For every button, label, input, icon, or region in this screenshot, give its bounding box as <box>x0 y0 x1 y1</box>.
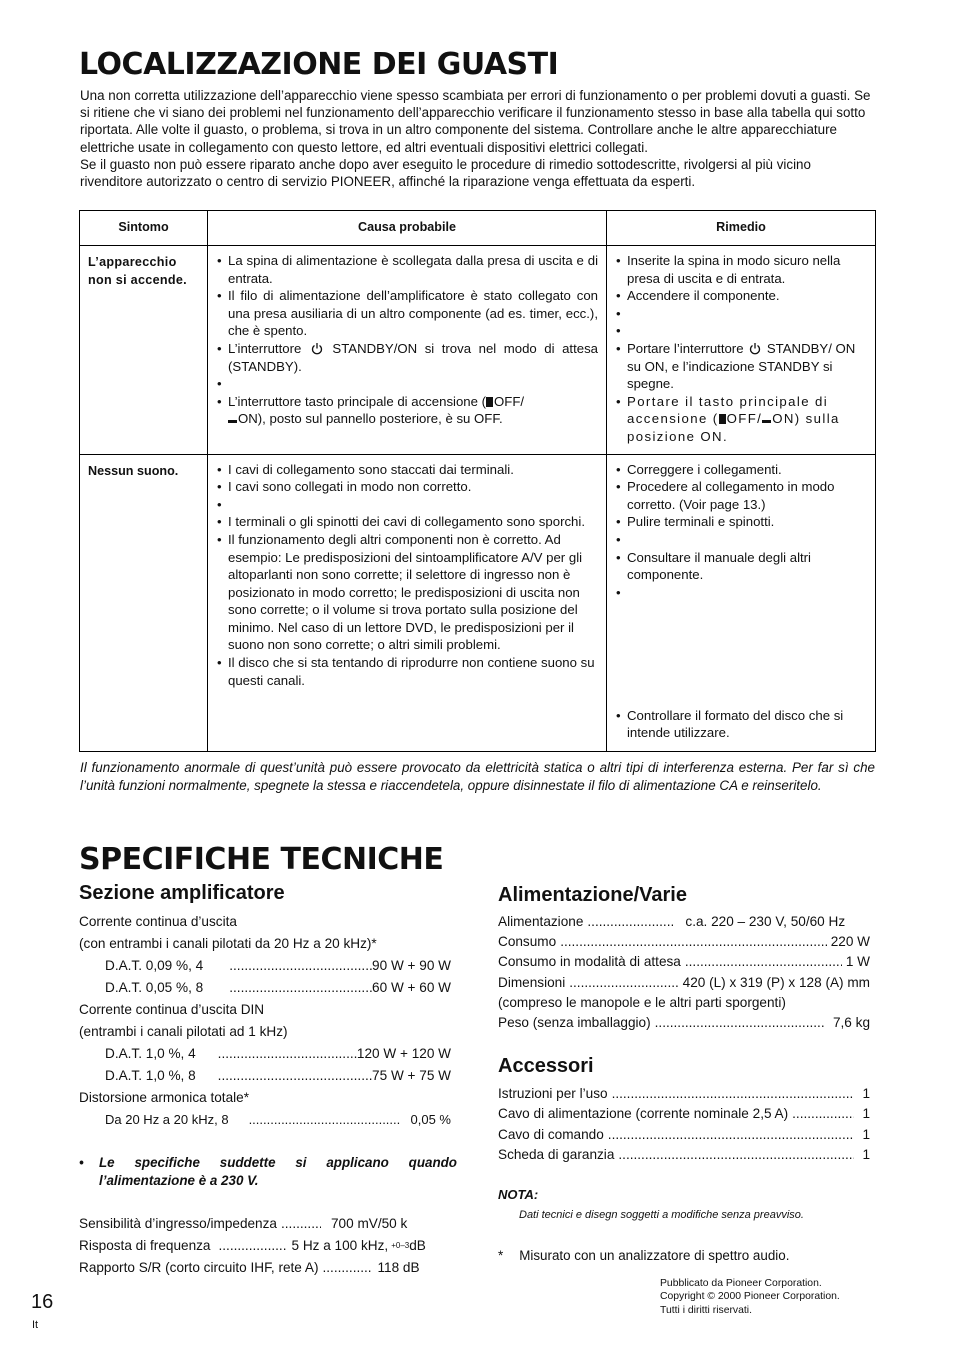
list-item: • Pulire terminali e spinotti. <box>616 513 867 531</box>
spacer <box>616 322 867 340</box>
remedy-cell <box>607 246 876 455</box>
page-number: 16 <box>31 1291 54 1313</box>
spec-row <box>498 1013 870 1033</box>
spacer <box>217 496 598 514</box>
spec-row <box>79 1213 451 1235</box>
spec-label: Scheda di garanzia <box>498 1147 615 1163</box>
spec-value: 7,6 kg <box>832 1015 870 1031</box>
spec-label: Consumo <box>498 934 557 950</box>
spec-value: 420 (L) x 319 (P) x 128 (A) mm <box>682 974 870 990</box>
spec-row <box>498 973 870 993</box>
spec-value: 5 Hz a 100 kHz, <box>291 1238 389 1253</box>
note-text: Le specifiche suddette si applicano quando l’alimentazione è a 230 V. <box>99 1155 457 1188</box>
spec-label: Da 20 Hz a 20 kHz, 8 <box>105 1112 229 1127</box>
publisher-line: Tutti i diritti riservati. <box>660 1304 752 1316</box>
spacer <box>616 531 867 549</box>
spec-label: D.A.T. 0,05 %, 8 <box>105 980 204 995</box>
amp-specs-extra <box>79 1213 451 1279</box>
spec-label: D.A.T. 0,09 %, 4 <box>105 958 204 973</box>
accessories-list <box>498 1084 870 1166</box>
list-item: • Il filo di alimentazione dell’amplificatore è stato collegato con una presa ausiliaria di un altro componente (ad es. timer, ecc.), che è spento. <box>217 287 598 340</box>
spec-value: 1 <box>862 1147 870 1163</box>
spec-value: 1 <box>862 1126 870 1142</box>
nota-title: NOTA: <box>498 1187 539 1202</box>
list-item <box>79 1154 457 1189</box>
list-item: • I terminali o gli spinotti dei cavi di collegamento sono sporchi. <box>217 513 598 531</box>
remedy-text: OFF/ <box>726 411 763 427</box>
spec-row <box>79 977 451 999</box>
spec-line: (entrambi i canali pilotati ad 1 kHz) <box>79 1024 288 1039</box>
spec-label: Cavo di alimentazione (corrente nominale 2,5 A) <box>498 1106 789 1122</box>
spec-label: Alimentazione <box>498 914 584 929</box>
bullet-mark: • <box>79 1155 84 1170</box>
spacer <box>217 375 598 393</box>
list-item: • Inserite la spina in modo sicuro nella presa di uscita e di entrata. <box>616 252 867 287</box>
spec-label: Rapporto S/R (corto circuito IHF, rete A) <box>79 1260 319 1275</box>
nota-text: Dati tecnici e disegn soggetti a modifiche senza preavviso. <box>519 1209 804 1221</box>
power-icon <box>749 342 761 355</box>
spec-row <box>498 1084 870 1104</box>
list-item: • La spina di alimentazione è scollegata dalla presa di uscita e di entrata. <box>217 252 598 287</box>
spec-line: (con entrambi i canali pilotati da 20 Hz a 20 kHz)* <box>79 936 377 951</box>
specs-title: SPECIFICHE TECNICHE <box>79 842 444 877</box>
spec-row <box>79 955 451 977</box>
spec-row <box>498 1125 870 1145</box>
spec-row <box>498 952 870 972</box>
intro-text <box>80 87 874 190</box>
list-item: • Consultare il manuale degli altri componente. <box>616 549 867 584</box>
amp-section-title: Sezione amplificatore <box>79 882 285 904</box>
spec-value: 120 W + 120 W <box>356 1046 451 1061</box>
symptom-cell: L’apparecchio non si accende. <box>80 246 208 455</box>
spec-label: Risposta di frequenza <box>79 1238 211 1253</box>
spec-value: 0,05 % <box>410 1112 451 1127</box>
power-icon <box>311 342 323 355</box>
spec-label: D.A.T. 1,0 %, 8 <box>105 1068 196 1083</box>
spec-label: Cavo di comando <box>498 1126 604 1142</box>
spec-value: 1 W <box>845 954 870 970</box>
cause-cell <box>208 246 607 455</box>
spec-value: 75 W + 75 W <box>372 1068 451 1083</box>
list-item: • Il funzionamento degli altri componenti non è corretto. Ad esempio: Le predisposizioni del sintoamplificatore A/V per gli altoparlanti non sono corrette; il selettore di ingresso non è posizionato in modo corretto; le predisposizioni di uscita non sono corrette; o il volume si trova portato sulla posizione del minimo. Nel caso di un lettore DVD, le predisposizioni per il suono non sono corrette; o altri simili problemi. <box>217 531 598 654</box>
accessories-section-title: Accessori <box>498 1055 594 1077</box>
table-row <box>80 246 876 455</box>
spec-value: 1 <box>862 1086 870 1101</box>
cause-cell <box>208 454 607 751</box>
spec-line: Distorsione armonica totale* <box>79 1090 250 1105</box>
spec-row <box>79 1109 451 1131</box>
spec-value: 90 W + 90 W <box>372 958 451 973</box>
power-specs <box>498 912 870 1033</box>
spacer <box>616 584 867 707</box>
spacer <box>616 305 867 323</box>
spec-line: (compreso le manopole e le altri parti sporgenti) <box>498 994 786 1010</box>
remedy-text: STANDBY/ ON su ON, e l’indicazione STANDBY si spegne. <box>627 340 856 392</box>
remedy-text: Portare il tasto principale di accensione ( <box>627 393 829 427</box>
button-released-icon <box>762 420 771 423</box>
remedy-text: Portare l’interruttore <box>627 340 744 356</box>
button-pressed-icon <box>719 414 726 424</box>
spec-row <box>498 912 870 932</box>
intro-paragraph-1: Una non corretta utilizzazione dell’apparecchio viene spesso scambiata per errori di funzionamento o per problemi dovuti a guasti. Se si ritiene che vi siano dei problemi nel funzionamento dell’apparecchio verificare il funzionamento stesso in base alla tabella qui sotto riportata. Alle volte il guasto, o problema, si trova in un altro componente del sistema. Controllare anche le altre apparecchiature elettriche usate in collegamento con questo lettore, ed altri eventuali dispositivi elettrici collegati. <box>80 88 871 155</box>
spec-value: 700 mV/50 k <box>330 1216 408 1231</box>
list-item <box>217 340 598 375</box>
list-item: • I cavi sono collegati in modo non corretto. <box>217 478 598 496</box>
spec-sup: +0 <box>391 1241 401 1250</box>
list-item <box>217 393 598 428</box>
spec-row <box>79 1257 451 1279</box>
button-pressed-icon <box>486 397 493 407</box>
cause-text: L’interruttore tasto principale di accensione ( <box>228 393 487 409</box>
footnote-text: Misurato con un analizzatore di spettro audio. <box>519 1248 790 1263</box>
list-item: • Procedere al collegamento in modo corretto. (Voir page 13.) <box>616 478 867 513</box>
header-symptom: Sintomo <box>80 211 208 246</box>
list-item: • Accendere il componente. <box>616 287 867 305</box>
spec-value: 118 dB <box>377 1260 420 1275</box>
table-row <box>80 454 876 751</box>
spec-label: Peso (senza imballaggio) <box>498 1015 651 1031</box>
cause-text: ON), posto sul pannello posteriore, è su OFF. <box>238 411 503 427</box>
spec-label: Istruzioni per l’uso <box>498 1086 608 1101</box>
footnote-mark: * <box>498 1248 504 1263</box>
spec-sub: –3 <box>400 1241 410 1250</box>
list-item <box>616 340 867 393</box>
list-item: • Controllare il formato del disco che si intende utilizzare. <box>616 707 867 742</box>
table-header-row <box>80 211 876 246</box>
spec-label: Consumo in modalità di attesa <box>498 954 681 970</box>
spec-label: Dimensioni <box>498 974 566 990</box>
spec-row <box>498 1104 870 1124</box>
cause-text: L’interruttore <box>228 340 302 356</box>
publisher-info <box>660 1277 840 1317</box>
troubleshooting-table <box>79 210 876 752</box>
list-item: • I cavi di collegamento sono staccati dai terminali. <box>217 461 598 479</box>
spec-value: 1 <box>862 1106 870 1122</box>
spec-value: 60 W + 60 W <box>372 980 451 995</box>
list-item: • Correggere i collegamenti. <box>616 461 867 479</box>
list-item: • Il disco che si sta tentando di riprodurre non contiene suono su questi canali. <box>217 654 598 689</box>
spec-row <box>79 1065 451 1087</box>
spec-value: 220 W <box>830 934 870 950</box>
amp-specs <box>79 911 451 1131</box>
footnote <box>498 1248 789 1263</box>
publisher-line: Pubblicato da Pioneer Corporation. <box>660 1278 822 1289</box>
voltage-note <box>79 1154 457 1189</box>
header-remedy: Rimedio <box>607 211 876 246</box>
spec-value: c.a. 220 – 230 V, 50/60 Hz <box>685 914 846 929</box>
troubleshooting-title: LOCALIZZAZIONE DEI GUASTI <box>79 47 559 82</box>
spec-row <box>498 932 870 952</box>
spec-line: Corrente continua d’uscita <box>79 914 237 929</box>
spec-line: Corrente continua d’uscita DIN <box>79 1002 265 1017</box>
symptom-cell: Nessun suono. <box>80 454 208 751</box>
remedy-text: ON) sulla posizione ON. <box>627 411 840 444</box>
cause-text: STANDBY/ON si trova nel modo di attesa (STANDBY). <box>228 340 598 374</box>
list-item <box>616 393 867 446</box>
spec-label: Sensibilità d’ingresso/impedenza <box>79 1216 277 1231</box>
spec-unit: dB <box>409 1238 426 1253</box>
spec-row <box>79 1235 451 1257</box>
spec-label: D.A.T. 1,0 %, 4 <box>105 1046 196 1061</box>
button-released-icon <box>228 420 237 423</box>
cause-text: OFF/ <box>494 393 525 409</box>
power-section-title: Alimentazione/Varie <box>498 884 687 906</box>
header-cause: Causa probabile <box>208 211 607 246</box>
publisher-line: Copyright © 2000 Pioneer Corporation. <box>660 1291 840 1303</box>
spec-row <box>498 1145 870 1165</box>
page-language: It <box>32 1319 39 1331</box>
remedy-cell <box>607 454 876 751</box>
intro-paragraph-2: Se il guasto non può essere riparato anche dopo aver eseguito le procedure di rimedio sottodescritte, rivolgersi al più vicino rivenditore autorizzato o centro di servizio PIONEER, affinché la riparazione venga effettuata da esperti. <box>80 156 811 190</box>
spec-row <box>79 1043 451 1065</box>
static-note: Il funzionamento anormale di quest’unità può essere provocato da elettricità statica o altri tipi di interferenza esterna. Per far sì che l’unità funzioni normalmente, spegnete la stessa e riaccendetela, oppure disinnestate il filo di alimentazione CA e reinseritelo. <box>80 760 875 793</box>
